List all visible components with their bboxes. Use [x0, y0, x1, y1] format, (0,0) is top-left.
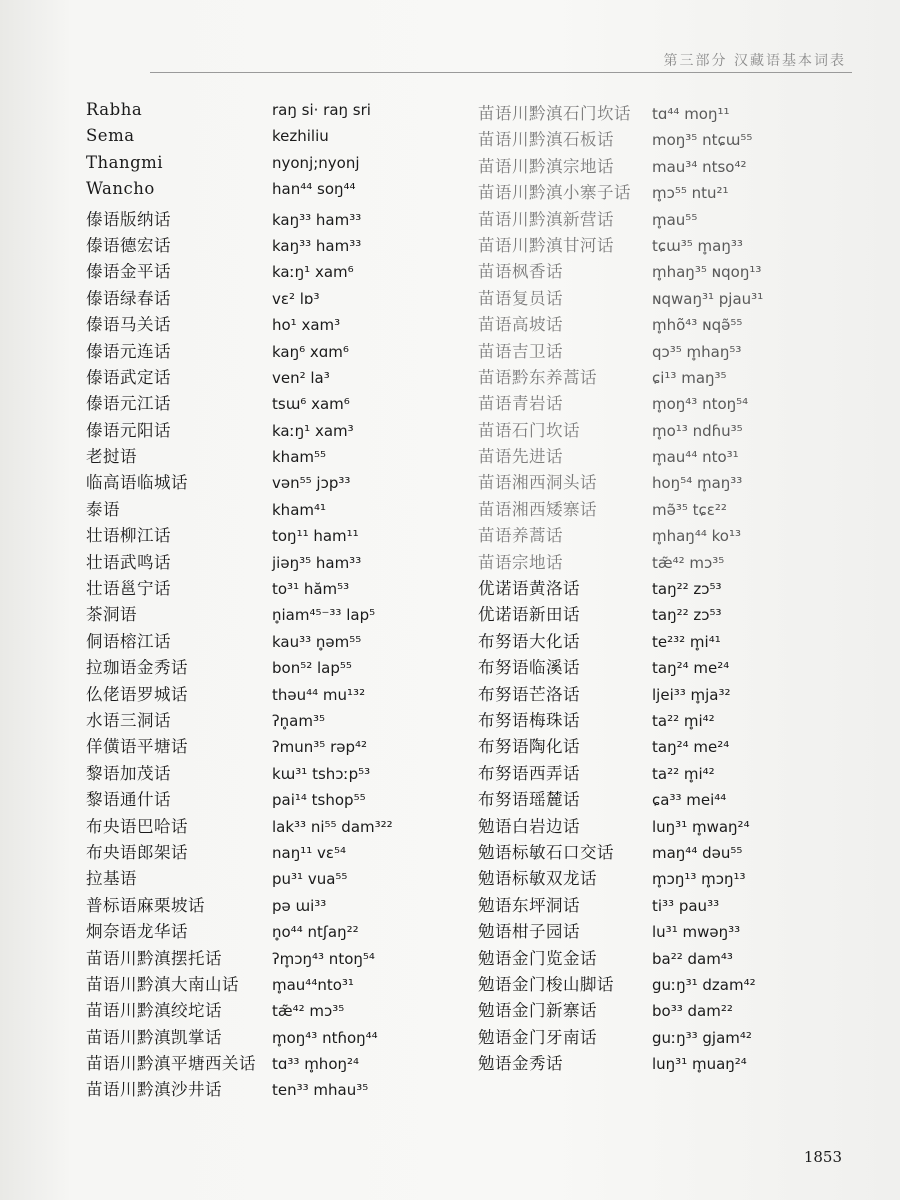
- language-name: 苗语复员话: [478, 288, 563, 308]
- table-row: [470, 707, 870, 733]
- language-name: 苗语湘西洞头话: [478, 473, 597, 493]
- language-name: 普标语麻栗坡话: [86, 895, 205, 915]
- ipa-transcription: n̥o⁴⁴ ntʃaŋ²²: [272, 923, 359, 942]
- ipa-transcription: lak³³ ni⁵⁵ dam³²²: [272, 817, 393, 836]
- table-row: [470, 813, 870, 839]
- table-row: [470, 206, 870, 232]
- language-name: 布努语西弄话: [478, 763, 580, 783]
- table-row: [470, 285, 870, 311]
- ipa-transcription: te²³² m̥i⁴¹: [652, 632, 721, 651]
- language-name: 拉基语: [86, 869, 137, 889]
- ipa-transcription: ɕi¹³ maŋ³⁵: [652, 368, 727, 387]
- table-row: [470, 496, 870, 522]
- ipa-transcription: ljei³³ m̥ja³²: [652, 685, 731, 704]
- language-name: 傣语金平话: [86, 262, 171, 282]
- language-name: 布努语陶化话: [478, 737, 580, 757]
- language-name: 苗语川黔滇凯掌话: [86, 1027, 222, 1047]
- table-row: [470, 892, 870, 918]
- ipa-transcription: han⁴⁴ soŋ⁴⁴: [272, 180, 356, 199]
- table-row: [86, 945, 466, 971]
- language-name: 傣语绿春话: [86, 288, 171, 308]
- table-row: [470, 469, 870, 495]
- ipa-transcription: n̥iam⁴⁵⁻³³ lap⁵: [272, 606, 376, 625]
- language-name: 苗语川黔滇石门坎话: [478, 104, 631, 123]
- ipa-transcription: ta²² m̥i⁴²: [652, 764, 715, 783]
- table-row: [86, 575, 466, 601]
- table-row: [470, 390, 870, 416]
- table-row: [86, 126, 466, 152]
- language-name: 勉语金门览金话: [478, 948, 597, 968]
- right-column: [470, 100, 870, 1076]
- language-name: 优诺语黄洛话: [478, 579, 580, 599]
- table-row: [470, 549, 870, 575]
- language-name: 临高语临城话: [86, 473, 188, 493]
- language-name: 苗语吉卫话: [478, 341, 563, 361]
- ipa-transcription: kham⁴¹: [272, 500, 327, 519]
- table-row: [86, 364, 466, 390]
- language-name: 布努语临溪话: [478, 658, 580, 678]
- ipa-transcription: taŋ²² zɔ⁵³: [652, 606, 722, 625]
- ipa-transcription: tɑ⁴⁴ moŋ¹¹: [652, 105, 730, 123]
- ipa-transcription: tɑ³³ m̥hoŋ²⁴: [272, 1055, 360, 1074]
- language-name: 苗语高坡话: [478, 315, 563, 335]
- ipa-transcription: m̥au⁴⁴nto³¹: [272, 975, 354, 994]
- language-name: 傣语武定话: [86, 367, 171, 387]
- left-column: [86, 100, 466, 1103]
- table-row: [86, 760, 466, 786]
- language-name: 苗语养蒿话: [478, 526, 563, 546]
- ipa-transcription: m̥hõ⁴³ ɴqə̃⁵⁵: [652, 316, 743, 335]
- ipa-transcription: raŋ si· raŋ sri: [272, 101, 371, 119]
- ipa-transcription: ba²² dam⁴³: [652, 949, 733, 968]
- ipa-transcription: vɛ² lɒ³: [272, 289, 320, 308]
- table-row: [86, 285, 466, 311]
- language-name: 苗语川黔滇沙井话: [86, 1080, 222, 1100]
- table-row: [470, 839, 870, 865]
- table-row: [470, 338, 870, 364]
- language-name: 苗语黔东养蒿话: [478, 367, 597, 387]
- table-row: [86, 601, 466, 627]
- table-row: [86, 786, 466, 812]
- ipa-transcription: ten³³ mhau³⁵: [272, 1081, 369, 1100]
- language-name: 苗语湘西矮寨话: [478, 499, 597, 519]
- language-name: 勉语东坪洞话: [478, 895, 580, 915]
- table-row: [470, 126, 870, 152]
- ipa-transcription: ɕa³³ mei⁴⁴: [652, 791, 727, 810]
- ipa-transcription: pai¹⁴ tshop⁵⁵: [272, 791, 366, 810]
- ipa-transcription: jiəŋ³⁵ ham³³: [272, 553, 362, 572]
- language-name: 勉语标敏石口交话: [478, 842, 614, 862]
- language-name: 壮语柳江话: [86, 526, 171, 546]
- ipa-transcription: thəu⁴⁴ mu¹³²: [272, 685, 366, 704]
- ipa-transcription: ta²² m̥i⁴²: [652, 711, 715, 730]
- ipa-transcription: kaŋ⁶ xɑm⁶: [272, 342, 349, 361]
- ipa-transcription: luŋ³¹ m̥waŋ²⁴: [652, 817, 750, 836]
- ipa-transcription: pu³¹ vua⁵⁵: [272, 870, 348, 889]
- language-name: 苗语川黔滇平塘西关话: [86, 1054, 256, 1074]
- table-row: [470, 733, 870, 759]
- language-name: 黎语通什话: [86, 790, 171, 810]
- language-name: 壮语邕宁话: [86, 579, 171, 599]
- language-name: 傣语版纳话: [86, 209, 171, 229]
- language-name: 苗语川黔滇甘河话: [478, 235, 614, 255]
- table-row: [470, 945, 870, 971]
- table-row: [470, 258, 870, 284]
- ipa-transcription: vən⁵⁵ jɔp³³: [272, 474, 351, 493]
- language-name: 勉语白岩边话: [478, 816, 580, 836]
- ipa-transcription: pə ɯi³³: [272, 896, 327, 915]
- language-name: 勉语金秀话: [478, 1054, 563, 1074]
- table-row: [86, 338, 466, 364]
- language-name: 壮语武鸣话: [86, 552, 171, 572]
- ipa-transcription: tsɯ⁶ xam⁶: [272, 395, 350, 414]
- table-row: [470, 997, 870, 1023]
- language-name: 炯奈语龙华话: [86, 922, 188, 942]
- table-row: [86, 628, 466, 654]
- ipa-transcription: bo³³ dam²²: [652, 1002, 733, 1021]
- ipa-transcription: mau³⁴ ntso⁴²: [652, 157, 747, 176]
- ipa-transcription: m̥oŋ⁴³ ntoŋ⁵⁴: [652, 395, 749, 414]
- table-row: [86, 865, 466, 891]
- ipa-transcription: guːŋ³¹ dzam⁴²: [652, 975, 756, 994]
- language-name: 水语三洞话: [86, 710, 171, 730]
- language-name: 苗语川黔滇新营话: [478, 209, 614, 229]
- language-name: 傣语元连话: [86, 341, 171, 361]
- language-name: 优诺语新田话: [478, 605, 580, 625]
- table-row: [470, 1024, 870, 1050]
- language-name: 布央语郎架话: [86, 842, 188, 862]
- ipa-transcription: m̥ɔŋ¹³ m̥ɔŋ¹³: [652, 870, 746, 889]
- ipa-transcription: ʔn̥am³⁵: [272, 711, 325, 730]
- ipa-transcription: luŋ³¹ m̥uaŋ²⁴: [652, 1055, 747, 1074]
- language-name: 傣语元江话: [86, 394, 171, 414]
- table-row: [470, 364, 870, 390]
- ipa-transcription: m̥ɔ⁵⁵ ntu²¹: [652, 184, 729, 203]
- ipa-transcription: tɕɯ³⁵ m̥aŋ³³: [652, 236, 743, 255]
- table-row: [86, 733, 466, 759]
- ipa-transcription: hoŋ⁵⁴ m̥aŋ³³: [652, 474, 743, 493]
- table-row: [470, 575, 870, 601]
- language-name: 苗语宗地话: [478, 552, 563, 572]
- ipa-transcription: m̥oŋ⁴³ ntɦoŋ⁴⁴: [272, 1028, 378, 1047]
- ipa-transcription: kaŋ³³ ham³³: [272, 236, 362, 255]
- table-row: [86, 390, 466, 416]
- ipa-transcription: kaːŋ¹ xam⁶: [272, 263, 354, 282]
- language-name: 拉珈语金秀话: [86, 658, 188, 678]
- language-name: 佯僙语平塘话: [86, 737, 188, 757]
- table-row: [470, 417, 870, 443]
- language-name: 苗语先进话: [478, 447, 563, 467]
- ipa-transcription: ʔmun³⁵ rəp⁴²: [272, 738, 368, 757]
- table-row: [470, 918, 870, 944]
- table-row: [86, 654, 466, 680]
- table-row: [86, 549, 466, 575]
- ipa-transcription: bon⁵² lap⁵⁵: [272, 659, 352, 678]
- table-row: [86, 522, 466, 548]
- table-row: [470, 153, 870, 179]
- table-row: [86, 496, 466, 522]
- language-name: 傣语德宏话: [86, 235, 171, 255]
- table-row: [470, 681, 870, 707]
- language-name: Wancho: [86, 179, 155, 199]
- language-name: 泰语: [86, 499, 120, 519]
- ipa-transcription: taŋ²² zɔ⁵³: [652, 580, 722, 599]
- table-row: [86, 417, 466, 443]
- language-name: 苗语川黔滇大南山话: [86, 974, 239, 994]
- table-row: [470, 786, 870, 812]
- page-number: 1853: [803, 1148, 842, 1166]
- ipa-transcription: ɴqwaŋ³¹ pjau³¹: [652, 289, 764, 308]
- table-row: [86, 813, 466, 839]
- ipa-transcription: ven² la³: [272, 368, 330, 387]
- ipa-transcription: ʔm̥ɔŋ⁴³ ntoŋ⁵⁴: [272, 949, 375, 968]
- ipa-transcription: maŋ⁴⁴ dəu⁵⁵: [652, 843, 743, 862]
- table-row: [470, 654, 870, 680]
- table-row: [470, 232, 870, 258]
- language-name: 黎语加茂话: [86, 763, 171, 783]
- language-name: 茶洞语: [86, 605, 137, 625]
- table-row: [86, 1024, 466, 1050]
- language-name: 布努语大化话: [478, 631, 580, 651]
- language-name: 布努语芒洛话: [478, 684, 580, 704]
- language-name: Sema: [86, 126, 135, 146]
- ipa-transcription: taŋ²⁴ me²⁴: [652, 738, 730, 757]
- language-name: 傣语马关话: [86, 315, 171, 335]
- ipa-transcription: naŋ¹¹ vɛ⁵⁴: [272, 843, 347, 862]
- language-name: 老挝语: [86, 447, 137, 467]
- table-row: [470, 1050, 870, 1076]
- table-row: [86, 258, 466, 284]
- ipa-transcription: guːŋ³³ gjam⁴²: [652, 1028, 752, 1047]
- ipa-transcription: ho¹ xam³: [272, 316, 341, 335]
- language-name: 布央语巴哈话: [86, 816, 188, 836]
- table-row: [470, 971, 870, 997]
- language-name: 仫佬语罗城话: [86, 684, 188, 704]
- language-name: 勉语金门牙南话: [478, 1027, 597, 1047]
- ipa-transcription: toŋ¹¹ ham¹¹: [272, 527, 359, 546]
- table-row: [470, 601, 870, 627]
- ipa-transcription: m̥haŋ⁴⁴ ko¹³: [652, 527, 741, 546]
- language-name: 苗语川黔滇宗地话: [478, 156, 614, 176]
- table-row: [86, 1076, 466, 1102]
- table-row: [86, 707, 466, 733]
- table-row: [86, 892, 466, 918]
- ipa-transcription: ti³³ pau³³: [652, 896, 720, 915]
- language-name: Thangmi: [86, 152, 164, 172]
- running-header-text: 第三部分 汉藏语基本词表: [663, 53, 846, 69]
- ipa-transcription: moŋ³⁵ ntɕɯ⁵⁵: [652, 131, 753, 150]
- ipa-transcription: kham⁵⁵: [272, 448, 327, 467]
- language-name: 勉语柑子园话: [478, 922, 580, 942]
- table-row: [470, 865, 870, 891]
- table-row: [86, 153, 466, 179]
- ipa-transcription: tæ̃⁴² mɔ³⁵: [272, 1002, 345, 1021]
- table-row: [86, 971, 466, 997]
- table-row: [86, 997, 466, 1023]
- table-row: [86, 839, 466, 865]
- language-name: 勉语金门梭山脚话: [478, 974, 614, 994]
- language-name: 侗语榕江话: [86, 631, 171, 651]
- ipa-transcription: kaŋ³³ ham³³: [272, 210, 362, 229]
- table-row: [470, 760, 870, 786]
- ipa-transcription: lu³¹ mwəŋ³³: [652, 923, 741, 942]
- table-row: [86, 443, 466, 469]
- table-row: [470, 100, 870, 126]
- language-name: 勉语金门新寨话: [478, 1001, 597, 1021]
- table-row: [470, 179, 870, 205]
- language-name: 布努语梅珠话: [478, 710, 580, 730]
- ipa-transcription: m̥au⁵⁵: [652, 210, 698, 229]
- language-name: 苗语枫香话: [478, 262, 563, 282]
- table-row: [470, 311, 870, 337]
- ipa-transcription: nyonj;nyonj: [272, 153, 360, 172]
- table-row: [86, 681, 466, 707]
- ipa-transcription: tæ̃⁴² mɔ³⁵: [652, 553, 725, 572]
- language-name: 勉语标敏双龙话: [478, 869, 597, 889]
- ipa-transcription: kaːŋ¹ xam³: [272, 421, 354, 440]
- language-name: 苗语川黔滇绞坨话: [86, 1001, 222, 1021]
- table-row: [86, 206, 466, 232]
- ipa-transcription: m̥au⁴⁴ nto³¹: [652, 448, 739, 467]
- ipa-transcription: kɯ³¹ tshɔːp⁵³: [272, 764, 371, 783]
- table-row: [86, 918, 466, 944]
- ipa-transcription: m̥haŋ³⁵ ɴqoŋ¹³: [652, 263, 762, 282]
- ipa-transcription: qɔ³⁵ m̥haŋ⁵³: [652, 342, 742, 361]
- language-name: 苗语川黔滇石板话: [478, 130, 614, 150]
- table-row: [470, 628, 870, 654]
- language-name: 苗语石门坎话: [478, 420, 580, 440]
- table-row: [86, 232, 466, 258]
- table-row: [470, 522, 870, 548]
- ipa-transcription: taŋ²⁴ me²⁴: [652, 659, 730, 678]
- running-header: [150, 48, 852, 73]
- language-name: 傣语元阳话: [86, 420, 171, 440]
- language-name: 苗语川黔滇小寨子话: [478, 183, 631, 203]
- language-name: Rabha: [86, 100, 143, 119]
- ipa-transcription: mə̃³⁵ tɕɛ²²: [652, 500, 727, 519]
- table-row: [86, 1050, 466, 1076]
- language-name: 苗语川黔滇摆托话: [86, 948, 222, 968]
- table-row: [470, 443, 870, 469]
- table-row: [86, 100, 466, 126]
- language-name: 布努语瑶麓话: [478, 790, 580, 810]
- ipa-transcription: kau³³ n̥əm⁵⁵: [272, 632, 362, 651]
- language-name: 苗语青岩话: [478, 394, 563, 414]
- table-row: [86, 179, 466, 205]
- table-row: [86, 311, 466, 337]
- ipa-transcription: kezhiliu: [272, 127, 329, 146]
- table-row: [86, 469, 466, 495]
- ipa-transcription: m̥o¹³ ndɦu³⁵: [652, 421, 743, 440]
- ipa-transcription: to³¹ hăm⁵³: [272, 580, 350, 599]
